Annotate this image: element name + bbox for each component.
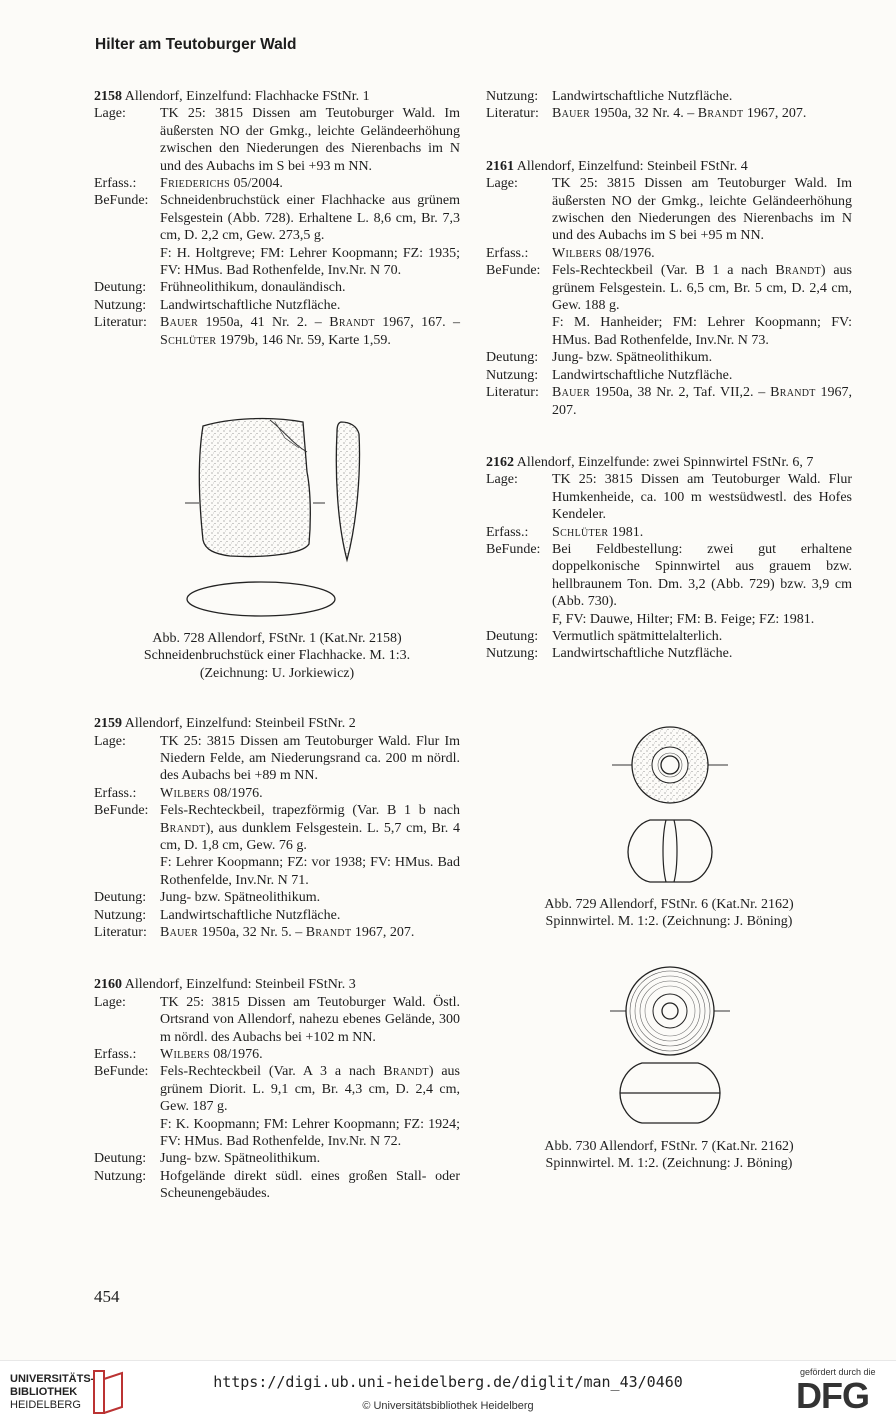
nutzung: Landwirtschaftliche Nutzfläche. bbox=[552, 646, 733, 662]
entry-title: 2158 Allendorf, Einzelfund: Flachhacke FStNr. 1 bbox=[94, 89, 370, 104]
entry-2160: 2160 Allendorf, Einzelfund: Steinbeil FStNr. 3 Lage: TK 25: 3815 Dissen am Teutoburger Wald. Östl. Ortsrand von Allendorf, nahezu ebenes Gelände, 300 m nördl. des Aubachs bei +102 m NN. Erfass.: Wilbers 08/1976. BeFunde: Fels-Rechteckbeil (Var. A 3 a nach Brandt) aus grünem Diorit. L. 9,1 cm, Br. 4,3 cm, D. 2,4 cm, Gew. 187 g. F: K. Koopmann; FM: Lehrer Koopmann; FZ: 1924; FV: HMus. Bad Rothenfelde, Inv.Nr. N 72. Deutung: Jung- bzw. Spätneolithikum. Nutzung: Hofgelände direkt südl. eines großen Stall- oder Scheunengebäudes. bbox=[94, 977, 461, 1202]
literatur: Bauer 1950a, 32 Nr. 4. – Brandt 1967, 207. bbox=[552, 106, 807, 122]
entry-2161: 2161 Allendorf, Einzelfund: Steinbeil FStNr. 4 Lage: TK 25: 3815 Dissen am Teutoburger Wald. Im äußersten NO der Gmkg., leichte Geländeerhöhung zwischen den Niederungen des Nierenbachs im N und des Aubachs im S bei +95 m NN. Erfass.: Wilbers 08/1976. BeFunde: Fels-Rechteckbeil (Var. B 1 a nach Brandt) aus grünem Felsgestein. L. 6,5 cm, Br. 5 cm, D. 2,4 cm, Gew. 188 g. F: M. Hanheider; FM: Lehrer Koopmann; FV: HMus. Bad Rothenfelde, Inv.Nr. N 73. Deutung: Jung- bzw. Spätneolithikum. Nutzung: Landwirtschaftliche Nutzfläche. Literatur: Bauer 1950a, 38 Nr. 2, Taf. VII,2. – Brandt 1967, 207. bbox=[486, 158, 853, 418]
deutung: Jung- bzw. Spätneolithikum. bbox=[160, 1151, 321, 1167]
whorl-section bbox=[628, 820, 712, 882]
erfass: Schlüter 1981. bbox=[552, 524, 644, 540]
literatur: Bauer 1950a, 38 Nr. 2, Taf. VII,2. – Brandt 1967, 207. bbox=[552, 385, 853, 418]
nutzung: Landwirtschaftliche Nutzfläche. bbox=[160, 907, 341, 923]
erfass: Friederichs 05/2004. bbox=[160, 176, 283, 192]
befunde: Schneidenbruchstück einer Flachhacke aus grünem Felsgestein (Abb. 728). Erhaltene L. 8,6 cm, Br. 7,3 cm, D. 2,2 cm, Gew. 273,5 g. F: H. Holtgreve; FM: Lehrer Koopmann; FZ: 1935; FV: HMus. Bad Rothenfelde, Inv.Nr. N 70. bbox=[160, 193, 460, 279]
figure-730-caption: Abb. 730 Allendorf, FStNr. 7 (Kat.Nr. 2162) Spinnwirtel. M. 1:2. (Zeichnung: J. Böning) bbox=[544, 1139, 794, 1172]
figure-729-drawing bbox=[610, 720, 730, 890]
befunde: Fels-Rechteckbeil, trapezförmig (Var. B 1 b nach Brandt), aus dunklem Felsgestein. L. 5,7 cm, Br. 4 cm, D. 1,8 cm, Gew. 76 g. F: Lehrer Koopmann; FZ: vor 1938; FV: HMus. Bad Rothenfelde, Inv.Nr. N 71. bbox=[160, 803, 460, 888]
nutzung: Landwirtschaftliche Nutzfläche. bbox=[160, 297, 341, 313]
literatur: Bauer 1950a, 32 Nr. 5. – Brandt 1967, 207. bbox=[160, 924, 415, 940]
entry-title: 2162 Allendorf, Einzelfunde: zwei Spinnwirtel FStNr. 6, 7 bbox=[486, 454, 814, 470]
nutzung: Hofgelände direkt südl. eines großen Stall- oder Scheunengebäudes. bbox=[160, 1168, 460, 1202]
lage: TK 25: 3815 Dissen am Teutoburger Wald. Flur Im Niedern Felde, am Niederungsrand ca. 200 m nördl. des Aubachs bei +89 m NN. bbox=[160, 733, 460, 784]
erfass: Wilbers 08/1976. bbox=[160, 1047, 263, 1062]
deutung: Frühneolithikum, donauländisch. bbox=[160, 280, 346, 296]
erfass: Wilbers 08/1976. bbox=[552, 245, 655, 261]
hoe-side-outline bbox=[336, 422, 359, 560]
permalink-url[interactable]: https://digi.ub.uni-heidelberg.de/diglit/man_43/0460 bbox=[213, 1373, 683, 1391]
erfass: Wilbers 08/1976. bbox=[160, 785, 263, 801]
deutung: Jung- bzw. Spätneolithikum. bbox=[552, 350, 713, 366]
hoe-section-outline bbox=[187, 582, 335, 616]
lage: TK 25: 3815 Dissen am Teutoburger Wald. Flur Humkenheide, ca. 100 m westsüdwestl. des Hofes Kendeler. bbox=[552, 472, 852, 523]
literatur: Bauer 1950a, 41 Nr. 2. – Brandt 1967, 167. – Schlüter 1979b, 146 Nr. 59, Karte 1,59. bbox=[160, 315, 461, 348]
entry-title: 2161 Allendorf, Einzelfund: Steinbeil FStNr. 4 bbox=[486, 158, 748, 174]
copyright-notice: © Universitätsbibliothek Heidelberg bbox=[362, 1400, 534, 1412]
figure-730-drawing bbox=[608, 963, 732, 1135]
entry-2160-continued: Nutzung: Landwirtschaftliche Nutzfläche. Literatur: Bauer 1950a, 32 Nr. 4. – Brandt 1967, 207. bbox=[486, 88, 852, 123]
page-number: 454 bbox=[94, 1287, 120, 1306]
befunde: Fels-Rechteckbeil (Var. B 1 a nach Brandt) aus grünem Felsgestein. L. 6,5 cm, Br. 5 cm, D. 2,4 cm, Gew. 188 g. F: M. Hanheider; FM: Lehrer Koopmann; FV: HMus. Bad Rothenfelde, Inv.Nr. N 73. bbox=[552, 263, 852, 348]
befunde: Bei Feldbestellung: zwei gut erhaltene doppelkonische Spinnwirtel aus grauem bzw. hellbraunem Ton. Dm. 3,2 (Abb. 729) bzw. 3,9 cm (Abb. 730). F, FV: Dauwe, Hilter; FM: B. Feige; FZ: 1981. bbox=[552, 541, 852, 627]
entry-2159: 2159 Allendorf, Einzelfund: Steinbeil FStNr. 2 Lage: TK 25: 3815 Dissen am Teutoburger Wald. Flur Im Niedern Felde, am Niederungsrand ca. 200 m nördl. des Aubachs bei +89 m NN. Erfass.: Wilbers 08/1976. BeFunde: Fels-Rechteckbeil, trapezförmig (Var. B 1 b nach Brandt), aus dunklem Felsgestein. L. 5,7 cm, Br. 4 cm, D. 1,8 cm, Gew. 76 g. F: Lehrer Koopmann; FZ: vor 1938; FV: HMus. Bad Rothenfelde, Inv.Nr. N 71. Deutung: Jung- bzw. Spätneolithikum. Nutzung: Landwirtschaftliche Nutzfläche. Literatur: Bauer 1950a, 32 Nr. 5. – Brandt 1967, 207. bbox=[94, 716, 460, 940]
dfg-funding-note: gefördert durch die bbox=[800, 1367, 876, 1377]
figure-729-caption: Abb. 729 Allendorf, FStNr. 6 (Kat.Nr. 2162) Spinnwirtel. M. 1:2. (Zeichnung: J. Böning) bbox=[544, 897, 794, 930]
ub-heidelberg-logo[interactable]: UNIVERSITÄTS- BIBLIOTHEK HEIDELBERG bbox=[10, 1373, 95, 1411]
whorl-hole bbox=[661, 756, 679, 774]
whorl-hole bbox=[662, 1003, 678, 1019]
nutzung: Landwirtschaftliche Nutzfläche. bbox=[552, 89, 733, 104]
entry-title: 2160 Allendorf, Einzelfund: Steinbeil FStNr. 3 bbox=[94, 977, 356, 993]
right-column bbox=[486, 88, 852, 663]
deutung: Vermutlich spätmittelalterlich. bbox=[552, 628, 723, 644]
lage: TK 25: 3815 Dissen am Teutoburger Wald. Östl. Ortsrand von Allendorf, nahezu ebenes Gelände, 300 m nördl. des Aubachs bei +102 m NN. bbox=[160, 994, 460, 1045]
lage: TK 25: 3815 Dissen am Teutoburger Wald. Im äußersten NO der Gmkg., leichte Geländeerhöhung zwischen den Niederungen des Nierenbachs im N und des Aubachs im S bei +95 m NN. bbox=[552, 176, 852, 244]
figure-728-drawing bbox=[175, 412, 375, 622]
nutzung: Landwirtschaftliche Nutzfläche. bbox=[552, 367, 733, 383]
running-header: Hilter am Teutoburger Wald bbox=[95, 36, 297, 53]
dfg-logo[interactable]: DFG bbox=[796, 1375, 869, 1416]
entry-2158: 2158 Allendorf, Einzelfund: Flachhacke FStNr. 1 Lage: TK 25: 3815 Dissen am Teutoburger Wald. Im äußersten NO der Gmkg., leichte Geländeerhöhung zwischen den Niederungen des Nierenbachs im N und des Aubachs im S bei +93 m NN. Erfass.: Friederichs 05/2004. BeFunde: Schneidenbruchstück einer Flachhacke aus grünem Felsgestein (Abb. 728). Erhaltene L. 8,6 cm, Br. 7,3 cm, D. 2,2 cm, Gew. 273,5 g. F: H. Holtgreve; FM: Lehrer Koopmann; FZ: 1935; FV: HMus. Bad Rothenfelde, Inv.Nr. N 70. Deutung: Frühneolithikum, donauländisch. Nutzung: Landwirtschaftliche Nutzfläche. Literatur: Bauer 1950a, 41 Nr. 2. – Brandt 1967, 167. – Schlüter 1979b, 146 Nr. 59, Karte 1,59. bbox=[94, 89, 461, 348]
hoe-face-outline bbox=[199, 419, 310, 557]
lage: TK 25: 3815 Dissen am Teutoburger Wald. Im äußersten NO der Gmkg., leichte Geländeerhöhung zwischen den Niederungen des Nierenbachs im N und des Aubachs im S bei +93 m NN. bbox=[160, 106, 460, 174]
entry-title: 2159 Allendorf, Einzelfund: Steinbeil FStNr. 2 bbox=[94, 716, 356, 732]
befunde: Fels-Rechteckbeil (Var. A 3 a nach Brandt) aus grünem Diorit. L. 9,1 cm, Br. 4,3 cm, D. 2,4 cm, Gew. 187 g. F: K. Koopmann; FM: Lehrer Koopmann; FZ: 1924; FV: HMus. Bad Rothenfelde, Inv.Nr. N 72. bbox=[160, 1064, 461, 1150]
deutung: Jung- bzw. Spätneolithikum. bbox=[160, 890, 321, 906]
figure-728-caption: Abb. 728 Allendorf, FStNr. 1 (Kat.Nr. 2158) Schneidenbruchstück einer Flachhacke. M. 1:3. (Zeichnung: U. Jorkiewicz) bbox=[143, 631, 411, 681]
entry-2162: 2162 Allendorf, Einzelfunde: zwei Spinnwirtel FStNr. 6, 7 Lage: TK 25: 3815 Dissen am Teutoburger Wald. Flur Humkenheide, ca. 100 m westsüdwestl. des Hofes Kendeler. Erfass.: Schlüter 1981. BeFunde: Bei Feldbestellung: zwei gut erhaltene doppelkonische Spinnwirtel aus grauem bzw. hellbraunem Ton. Dm. 3,2 (Abb. 729) bzw. 3,9 cm (Abb. 730). F, FV: Dauwe, Hilter; FM: B. Feige; FZ: 1981. Deutung: Vermutlich spätmittelalterlich. Nutzung: Landwirtschaftliche Nutzfläche. bbox=[486, 454, 852, 662]
viewer-footer bbox=[0, 1360, 896, 1422]
